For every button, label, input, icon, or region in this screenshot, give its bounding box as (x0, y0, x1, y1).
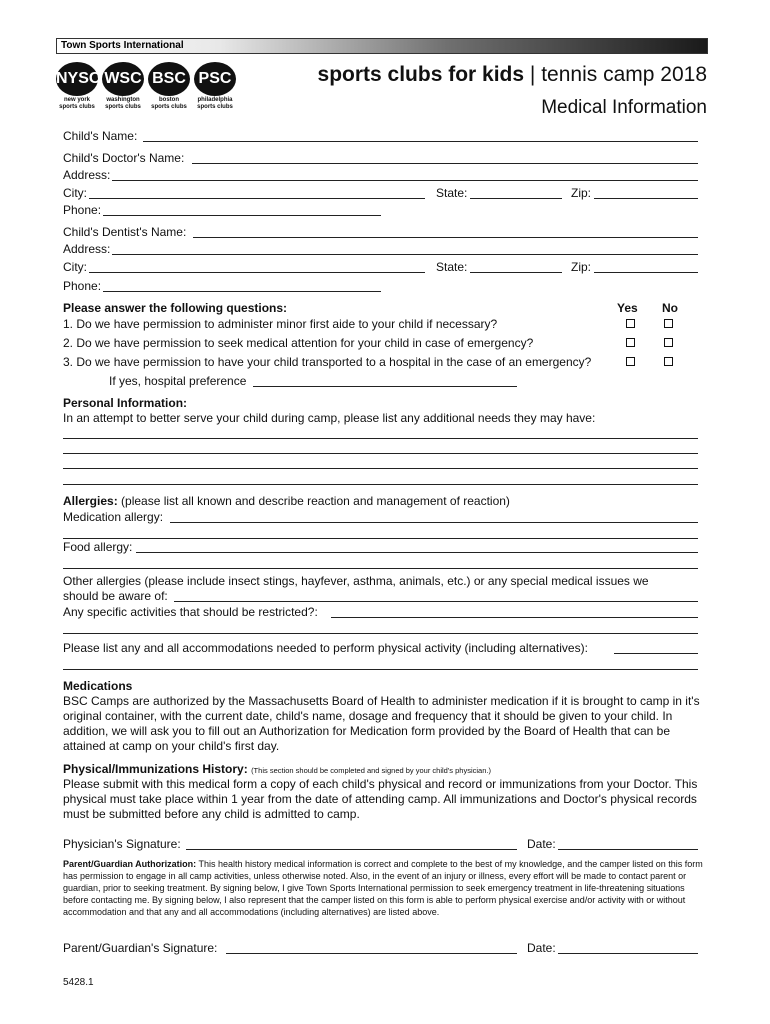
question-3-yes-checkbox[interactable] (626, 357, 635, 366)
dentist-address-field[interactable] (112, 254, 698, 255)
physical-heading: Physical/Immunizations History: (This section should be completed and signed by your child's physician.) (63, 762, 491, 776)
doctor-address-field[interactable] (112, 180, 698, 181)
question-1-no-checkbox[interactable] (664, 319, 673, 328)
nysc-logo: NYSC (56, 62, 98, 96)
doctor-phone-field[interactable] (103, 215, 381, 216)
doctor-zip-label: Zip: (571, 186, 592, 200)
accommodations-label: Please list any and all accommodations needed to perform physical activity (including alternatives): (63, 641, 588, 655)
psc-logo: PSC (194, 62, 236, 96)
food-allergy-line-2[interactable] (63, 568, 698, 569)
bsc-caption: boston sports clubs (151, 97, 187, 110)
dentist-zip-label: Zip: (571, 260, 592, 274)
accommodations-field[interactable] (614, 653, 698, 654)
doctor-address-label: Address: (63, 168, 111, 182)
parent-signature-field[interactable] (226, 953, 517, 954)
dentist-phone-field[interactable] (103, 291, 381, 292)
question-2-no-checkbox[interactable] (664, 338, 673, 347)
food-allergy-label: Food allergy: (63, 540, 133, 554)
physician-date-label: Date: (527, 837, 556, 851)
physical-text: Please submit with this medical form a copy of each child's physical and record or immunizations from your Doctor. This physical must take place within 1 year from the date of attending camp. All immunizations and Doctor's physical records must be submitted before any child is admitted to camp. (63, 777, 698, 821)
wsc-caption: washington sports clubs (105, 97, 141, 110)
psc-caption: philadelphia sports clubs (197, 97, 233, 110)
restricted-activities-label: Any specific activities that should be restricted?: (63, 605, 318, 619)
personal-info-heading: Personal Information: (63, 396, 188, 410)
doctor-city-field[interactable] (89, 198, 425, 199)
nysc-caption: new york sports clubs (59, 97, 95, 110)
allergies-heading: Allergies: (please list all known and describe reaction and management of reaction) (63, 494, 510, 508)
parent-date-field[interactable] (558, 953, 698, 954)
header-bar-text: Town Sports International (61, 40, 184, 51)
doctor-city-label: City: (63, 186, 87, 200)
wsc-logo: WSC (102, 62, 144, 96)
authorization-text: Parent/Guardian Authorization: This health history medical information is correct and complete to the best of my knowledge, and the camper listed on this form has permission to engage in all camp activities, unless otherwise noted. Also, in the event of an injury or illness, every effort will be made to contact parent or guardian, prior to seeking treatment. By signing below, I give Town Sports International permission to seek emergency treatment in life-threatening situations before contacting me. By signing below, I also represent that the camper listed on this form is able to perform physical exercise and/or activity with or without accommodation and that any and all accommodations (including alternatives) are listed above. (63, 859, 703, 917)
dentist-address-label: Address: (63, 242, 111, 256)
doctor-zip-field[interactable] (594, 198, 698, 199)
personal-needs-line-2[interactable] (63, 453, 698, 454)
child-name-field[interactable] (143, 141, 698, 142)
restricted-activities-line-2[interactable] (63, 633, 698, 634)
hospital-preference-label: If yes, hospital preference (109, 374, 247, 388)
restricted-activities-field[interactable] (331, 617, 698, 618)
doctor-state-label: State: (436, 186, 468, 200)
dentist-state-field[interactable] (470, 272, 562, 273)
physician-date-field[interactable] (558, 849, 698, 850)
personal-info-text: In an attempt to better serve your child during camp, please list any additional needs they may have: (63, 411, 596, 425)
dentist-state-label: State: (436, 260, 468, 274)
medications-text: BSC Camps are authorized by the Massachusetts Board of Health to administer medication if it is brought to camp in it's original container, with the current date, child's name, dosage and frequency that it should be given to your child. In addition, we will ask you to fill out an Authorization for Medication form provided by the Board of Health that can be attained at camp on your child's first day. (63, 694, 700, 753)
bsc-logo: BSC (148, 62, 190, 96)
page-subtitle: Medical Information (541, 97, 707, 118)
doctor-name-field[interactable] (192, 163, 698, 164)
dentist-name-label: Child's Dentist's Name: (63, 225, 187, 239)
accommodations-line-2[interactable] (63, 669, 698, 670)
header-bar (56, 38, 708, 54)
medication-allergy-label: Medication allergy: (63, 510, 164, 524)
personal-needs-line-4[interactable] (63, 484, 698, 485)
question-1-yes-checkbox[interactable] (626, 319, 635, 328)
medications-heading: Medications (63, 679, 133, 693)
personal-needs-line-3[interactable] (63, 468, 698, 469)
doctor-phone-label: Phone: (63, 203, 102, 217)
dentist-phone-label: Phone: (63, 279, 102, 293)
food-allergy-field[interactable] (136, 552, 698, 553)
other-allergies-label-2: should be aware of: (63, 589, 168, 603)
dentist-city-field[interactable] (89, 272, 425, 273)
medication-allergy-field[interactable] (170, 522, 698, 523)
physician-signature-label: Physician's Signature: (63, 837, 181, 851)
other-allergies-field[interactable] (174, 601, 698, 602)
doctor-state-field[interactable] (470, 198, 562, 199)
hospital-preference-field[interactable] (253, 386, 517, 387)
personal-needs-line-1[interactable] (63, 438, 698, 439)
parent-date-label: Date: (527, 941, 556, 955)
yes-column-label: Yes (617, 301, 638, 315)
parent-signature-label: Parent/Guardian's Signature: (63, 941, 218, 955)
physician-signature-field[interactable] (186, 849, 517, 850)
questions-heading: Please answer the following questions: (63, 301, 288, 315)
other-allergies-label-1: Other allergies (please include insect stings, hayfever, asthma, animals, etc.) or any special medical issues we (63, 574, 649, 588)
dentist-city-label: City: (63, 260, 87, 274)
child-name-label: Child's Name: (63, 129, 138, 143)
doctor-name-label: Child's Doctor's Name: (63, 151, 185, 165)
page-title: sports clubs for kids | tennis camp 2018 (317, 63, 707, 86)
form-number: 5428.1 (63, 977, 94, 988)
question-2: 2. Do we have permission to seek medical attention for your child in case of emergency? (63, 336, 534, 350)
dentist-name-field[interactable] (193, 237, 698, 238)
question-3: 3. Do we have permission to have your child transported to a hospital in the case of an emergency? (63, 355, 592, 369)
question-1: 1. Do we have permission to administer minor first aide to your child if necessary? (63, 317, 498, 331)
question-2-yes-checkbox[interactable] (626, 338, 635, 347)
medication-allergy-line-2[interactable] (63, 538, 698, 539)
question-3-no-checkbox[interactable] (664, 357, 673, 366)
dentist-zip-field[interactable] (594, 272, 698, 273)
no-column-label: No (662, 301, 678, 315)
